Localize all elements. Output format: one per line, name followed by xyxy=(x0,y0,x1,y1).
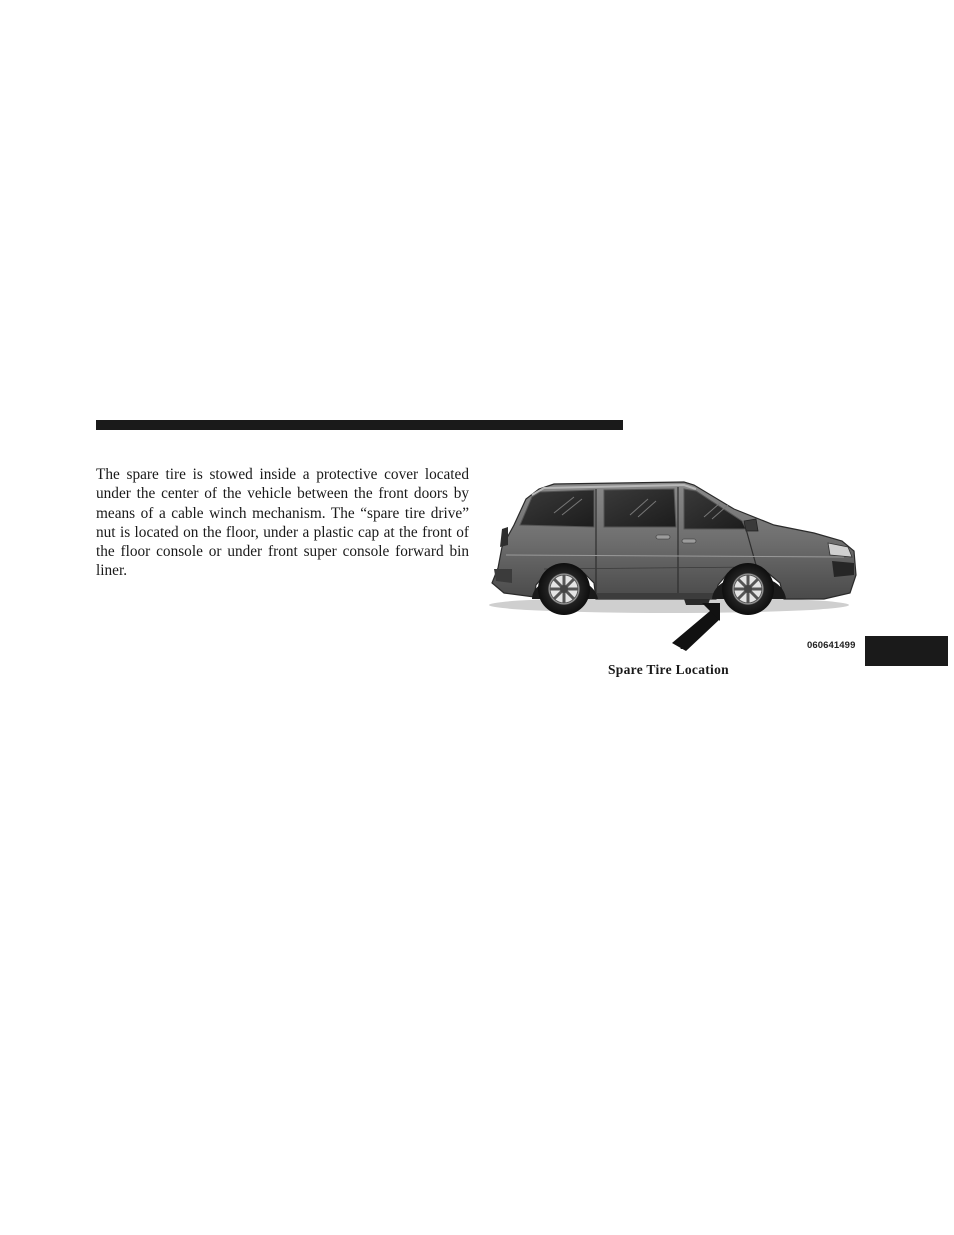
section-heading-rule xyxy=(96,420,623,430)
figure-caption: Spare Tire Location xyxy=(608,662,729,677)
rear-wheel xyxy=(538,563,590,615)
front-window xyxy=(684,489,746,529)
minivan-illustration xyxy=(484,465,860,657)
figure-code: 060641499 xyxy=(807,640,856,651)
front-wheel xyxy=(722,563,774,615)
chapter-edge-tab xyxy=(865,636,948,666)
spare-tire-paragraph: The spare tire is stowed inside a protective cover located under the center of the vehicle between the front doors by means of a cable winch mechanism. The “spare tire drive” nut is located on the floor, under a plastic cap at the front of the floor console or under front super console forward bin liner. xyxy=(96,466,469,580)
middle-window xyxy=(604,489,676,527)
